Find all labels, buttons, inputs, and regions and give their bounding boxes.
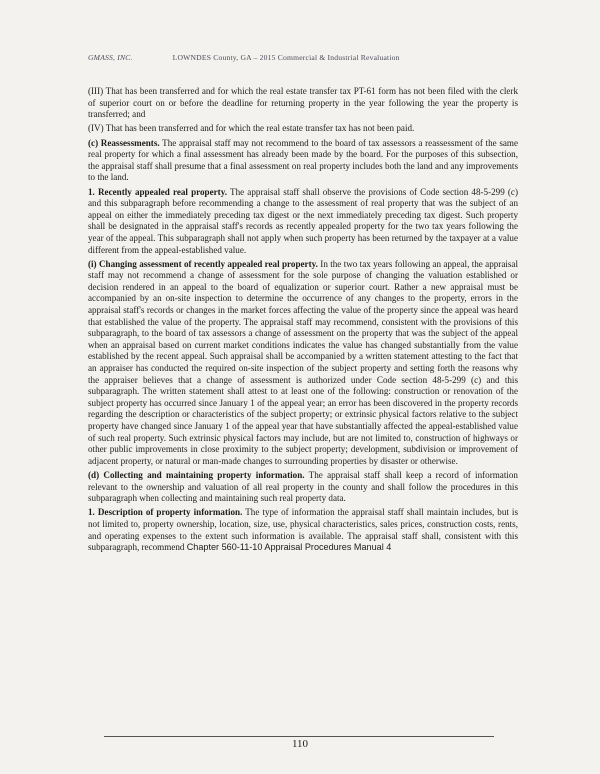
paragraph-reassessments: [88, 138, 518, 184]
text-changing-assessment: In the two tax years following an appeal, the appraisal staff may not recommend a change of assessment for the sole purpose of changing the valuation established or decision rendered in an appeal to the board of equalization or superior court. Rather a new appraisal must be accompanied by an on-site inspection to determine the occurrence of any changes to the property, errors in the appraisal staff's records or changes in the market forces affecting the value of the property since the appeal was heard that established the value of the property. The appraisal staff may recommend, consistent with the provisions of this subparagraph, to the board of tax assessors a change of assessment on the property that was the subject of the appeal when an appraisal based on current market conditions indicates the value has changed substantially from the value established by the recent appeal. Such appraisal shall be accompanied by a written statement attesting to the fact that an appraiser has conducted the required on-site inspection of the subject property and setting forth the reasons why the appraiser believes that a change of assessment is authorized under Code section 48-5-299 (c) and this subparagraph. The written statement shall attest to at least one of the following: construction or renovation of the subject property has occurred since January 1 of the appeal year; an error has been discovered in the property records regarding the description or characteristics of the subject property; or extrinsic physical factors relative to the subject property have changed since January 1 of the appeal year that have substantially affected the appeal-established value of such real property. Such extrinsic physical factors may include, but are not limited to, construction of highways or other public improvements in close proximity to the subject property; development, subdivision or improvement of adjacent property, or natural or man-made changes to surrounding properties by disaster or otherwise.: [88, 258, 518, 466]
header-title: LOWNDES County, GA – 2015 Commercial & Industrial Revaluation: [172, 53, 400, 62]
paragraph-description-info: [88, 507, 518, 553]
running-header: [88, 53, 508, 62]
text-collecting-info: The appraisal staff shall keep a record of information relevant to the ownership and valuation of all real property in the county and shall follow the procedures in this subparagraph when collecting and maintaining such real property data.: [88, 469, 518, 504]
footer-divider: [104, 736, 494, 737]
paragraph-changing-assessment: [88, 259, 518, 468]
heading-description-info: 1. Description of property information.: [88, 507, 243, 518]
chapter-reference: Chapter 560-11-10 Appraisal Procedures Manual 4: [186, 542, 392, 553]
page-number: 110: [291, 738, 309, 750]
heading-changing-assessment: (i) Changing assessment of recently appealed real property.: [88, 258, 318, 269]
heading-recently-appealed: 1. Recently appealed real property.: [88, 186, 228, 197]
header-company: GMASS, INC.: [88, 53, 133, 62]
paragraph-iv: (IV) That has been transferred and for which the real estate transfer tax has not been paid.: [88, 123, 415, 134]
text-recently-appealed: The appraisal staff shall observe the provisions of Code section 48-5-299 (c) and this subparagraph before recommending a change to the assessment of real property that was the subject of an appeal on either the immediately preceding tax digest or the next immediately preceding tax digest. Such property shall be designated in the appraisal staff's records as recently appealed property for the two tax years following the year of the appeal. This subparagraph shall not apply when such property has been returned by the taxpayer at a value different from the appeal-established value.: [88, 186, 518, 255]
heading-reassessments: (c) Reassessments.: [88, 137, 160, 148]
heading-collecting-info: (d) Collecting and maintaining property information.: [88, 469, 305, 480]
paragraph-iii: (III) That has been transferred and for which the real estate transfer tax PT-61 form has not been filed with the clerk of superior court on or before the deadline for returning property in the year following the year the property is transferred; and: [88, 86, 518, 120]
paragraph-collecting-info: [88, 470, 518, 505]
paragraph-recently-appealed: [88, 187, 518, 257]
document-body: [88, 86, 518, 556]
text-description-info: The type of information the appraisal staff shall maintain includes, but is not limited to, property ownership, location, size, use, physical characteristics, sales prices, construction costs, rents, and operating expenses to the extent such information is available. The appraisal staff shall, consistent with this subparagraph, recommend: [88, 507, 518, 553]
text-reassessments: The appraisal staff may not recommend to the board of tax assessors a reassessment of the same real property for which a final assessment has already been made by the board. For the purposes of this subsection, the appraisal staff shall presume that a final assessment on real property includes both the land and any improvements to the land.: [88, 137, 519, 183]
